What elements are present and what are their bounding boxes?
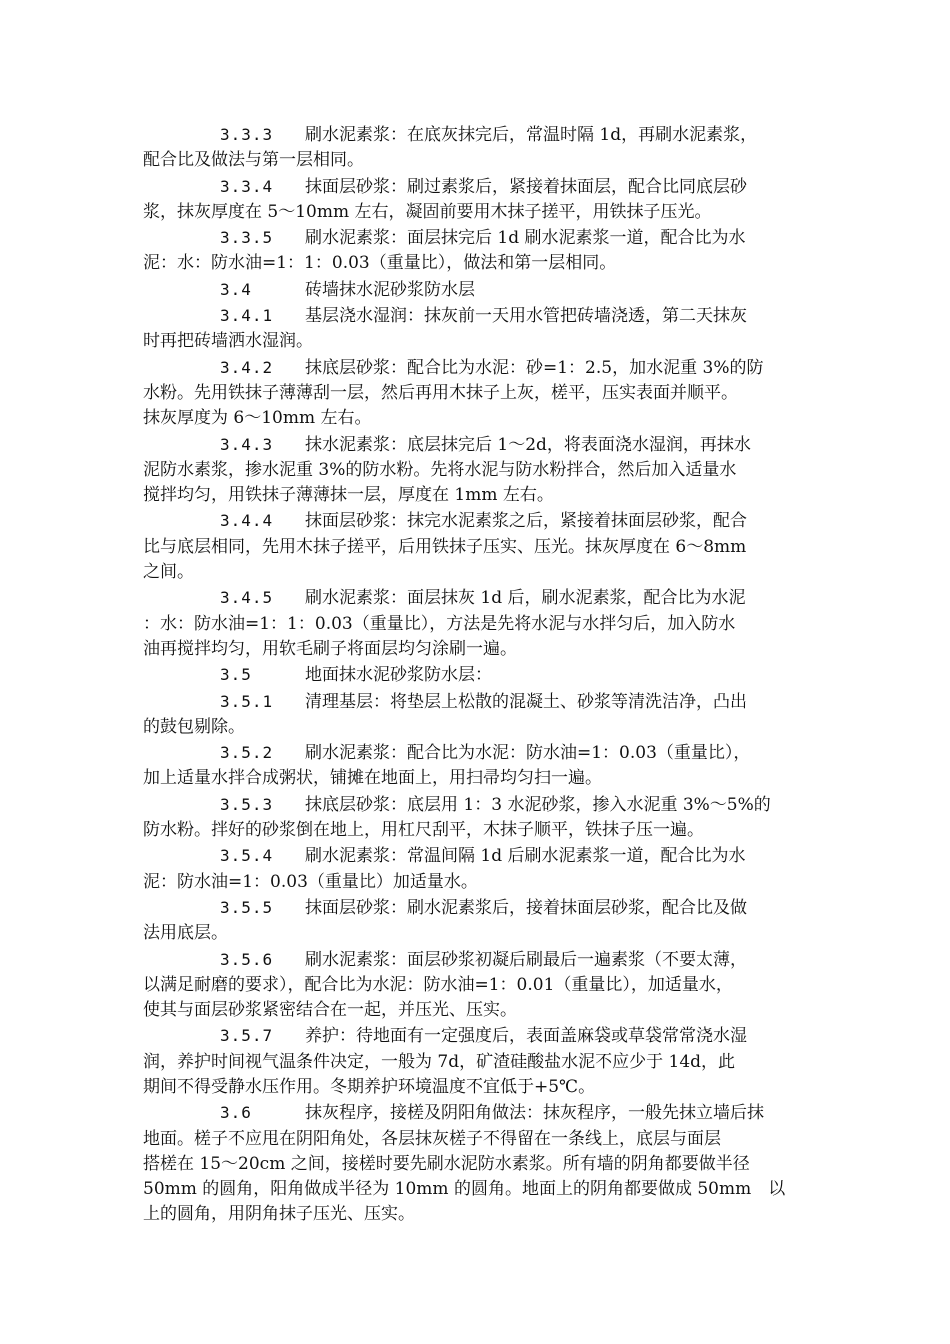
paragraph-line: 砖墙抹水泥砂浆防水层 bbox=[305, 279, 475, 300]
section-paragraph bbox=[143, 174, 807, 226]
paragraph-line: 抹面层砂浆：刷过素浆后，紧接着抹面层，配合比同底层砂 bbox=[305, 176, 747, 197]
section-number: 3.4.1 bbox=[220, 306, 274, 326]
section-number: 3.3.4 bbox=[220, 176, 274, 196]
section-paragraph bbox=[143, 792, 807, 844]
section-paragraph bbox=[143, 277, 807, 303]
paragraph-line: 地面。槎子不应甩在阴阳角处，各层抹灰槎子不得留在一条线上，底层与面层 bbox=[143, 1128, 721, 1149]
section-paragraph bbox=[143, 843, 807, 895]
section-number: 3.5.6 bbox=[220, 949, 274, 969]
paragraph-first-line bbox=[143, 895, 807, 921]
section-paragraph bbox=[143, 1100, 807, 1227]
paragraph-first-line bbox=[143, 432, 807, 458]
section-number: 3.3.5 bbox=[220, 228, 274, 248]
paragraph-line: 抹灰厚度为 6～10mm 左右。 bbox=[143, 408, 372, 429]
section-paragraph bbox=[143, 225, 807, 277]
paragraph-line: 刷水泥素浆：常温间隔 1d 后刷水泥素浆一道，配合比为水 bbox=[305, 846, 746, 867]
document-body bbox=[143, 122, 807, 1228]
section-paragraph bbox=[143, 1023, 807, 1100]
paragraph-first-line bbox=[143, 225, 807, 251]
paragraph-first-line bbox=[143, 174, 807, 200]
paragraph-line: 刷水泥素浆：配合比为水泥：防水油=1：0.03（重量比）， bbox=[305, 743, 751, 764]
paragraph-line: 配合比及做法与第一层相同。 bbox=[143, 150, 364, 171]
paragraph-line: 法用底层。 bbox=[143, 923, 228, 944]
paragraph-line: 浆，抹灰厚度在 5～10mm 左右，凝固前要用木抹子搓平，用铁抹子压光。 bbox=[143, 201, 712, 222]
paragraph-line: 泥防水素浆，掺水泥重 3%的防水粉。先将水泥与防水粉拌合，然后加入适量水 bbox=[143, 459, 737, 480]
section-paragraph bbox=[143, 947, 807, 1024]
section-number: 3.4.2 bbox=[220, 357, 274, 377]
section-number: 3.5.4 bbox=[220, 846, 274, 866]
paragraph-first-line bbox=[143, 740, 807, 766]
section-number: 3.4.3 bbox=[220, 434, 274, 454]
paragraph-first-line bbox=[143, 585, 807, 611]
paragraph-line: 抹水泥素浆：底层抹完后 1～2d，将表面浇水湿润，再抹水 bbox=[305, 434, 751, 455]
section-paragraph bbox=[143, 355, 807, 432]
paragraph-line: 防水粉。拌好的砂浆倒在地上，用杠尺刮平，木抹子顺平，铁抹子压一遍。 bbox=[143, 820, 704, 841]
paragraph-first-line bbox=[143, 277, 807, 303]
paragraph-first-line bbox=[143, 662, 807, 688]
paragraph-line: 搭槎在 15～20cm 之间，接槎时要先刷水泥防水素浆。所有墙的阴角都要做半径 bbox=[143, 1153, 750, 1174]
paragraph-first-line bbox=[143, 1023, 807, 1049]
paragraph-first-line bbox=[143, 303, 807, 329]
paragraph-line: 润，养护时间视气温条件决定，一般为 7d，矿渣硅酸盐水泥不应少于 14d，此 bbox=[143, 1051, 736, 1072]
paragraph-line: 刷水泥素浆：面层抹完后 1d 刷水泥素浆一道，配合比为水 bbox=[305, 228, 746, 249]
paragraph-line: 刷水泥素浆：面层抹灰 1d 后，刷水泥素浆，配合比为水泥 bbox=[305, 588, 746, 609]
paragraph-first-line bbox=[143, 843, 807, 869]
section-paragraph bbox=[143, 303, 807, 355]
section-paragraph bbox=[143, 508, 807, 585]
paragraph-line: 加上适量水拌合成粥状，铺摊在地面上，用扫帚均匀扫一遍。 bbox=[143, 768, 602, 789]
section-paragraph bbox=[143, 432, 807, 509]
paragraph-line: 抹底层砂浆：底层用 1：3 水泥砂浆，掺入水泥重 3%～5%的 bbox=[305, 794, 771, 815]
section-number: 3.4.5 bbox=[220, 588, 274, 608]
paragraph-line: 养护：待地面有一定强度后，表面盖麻袋或草袋常常浇水湿 bbox=[305, 1026, 747, 1047]
paragraph-first-line bbox=[143, 947, 807, 973]
paragraph-line: 上的圆角，用阴角抹子压光、压实。 bbox=[143, 1204, 415, 1225]
section-number: 3.6 bbox=[220, 1103, 252, 1123]
paragraph-line: 时再把砖墙洒水湿润。 bbox=[143, 331, 313, 352]
paragraph-line: 抹底层砂浆：配合比为水泥：砂=1：2.5，加水泥重 3%的防 bbox=[305, 357, 764, 378]
paragraph-first-line bbox=[143, 792, 807, 818]
section-paragraph bbox=[143, 122, 807, 174]
paragraph-line: 泥：水：防水油=1：1：0.03（重量比），做法和第一层相同。 bbox=[143, 253, 617, 274]
section-number: 3.4.4 bbox=[220, 511, 274, 531]
paragraph-line: 使其与面层砂浆紧密结合在一起，并压光、压实。 bbox=[143, 1000, 517, 1021]
section-number: 3.5.5 bbox=[220, 897, 274, 917]
paragraph-first-line bbox=[143, 122, 807, 148]
paragraph-line: 之间。 bbox=[143, 562, 194, 583]
section-number: 3.5.2 bbox=[220, 743, 274, 763]
section-number: 3.5.1 bbox=[220, 691, 274, 711]
paragraph-first-line bbox=[143, 355, 807, 381]
paragraph-line: 抹面层砂浆：刷水泥素浆后，接着抹面层砂浆，配合比及做 bbox=[305, 897, 747, 918]
paragraph-line: ：水：防水油=1：1：0.03（重量比），方法是先将水泥与水拌匀后，加入防水 bbox=[143, 613, 736, 634]
paragraph-line: 水粉。先用铁抹子薄薄刮一层，然后再用木抹子上灰，槎平，压实表面并顺平。 bbox=[143, 382, 738, 403]
section-paragraph bbox=[143, 585, 807, 662]
paragraph-first-line bbox=[143, 1100, 807, 1126]
paragraph-line: 以满足耐磨的要求），配合比为水泥：防水油=1：0.01（重量比），加适量水， bbox=[143, 974, 733, 995]
paragraph-line: 抹面层砂浆：抹完水泥素浆之后，紧接着抹面层砂浆，配合 bbox=[305, 511, 747, 532]
paragraph-line: 抹灰程序，接槎及阴阳角做法：抹灰程序，一般先抹立墙后抹 bbox=[305, 1103, 764, 1124]
section-number: 3.5.3 bbox=[220, 794, 274, 814]
section-number: 3.5.7 bbox=[220, 1026, 274, 1046]
paragraph-line: 刷水泥素浆：在底灰抹完后，常温时隔 1d，再刷水泥素浆， bbox=[305, 125, 758, 145]
paragraph-first-line bbox=[143, 689, 807, 715]
paragraph-line: 油再搅拌均匀，用软毛刷子将面层均匀涂刷一遍。 bbox=[143, 638, 517, 659]
section-number: 3.4 bbox=[220, 279, 252, 299]
section-paragraph bbox=[143, 895, 807, 947]
section-paragraph bbox=[143, 689, 807, 741]
paragraph-line: 比与底层相同，先用木抹子搓平，后用铁抹子压实、压光。抹灰厚度在 6～8mm bbox=[143, 536, 747, 557]
paragraph-line: 清理基层：将垫层上松散的混凝土、砂浆等清洗洁净，凸出 bbox=[305, 691, 747, 712]
paragraph-line: 的鼓包剔除。 bbox=[143, 716, 245, 737]
paragraph-line: 基层浇水湿润：抹灰前一天用水管把砖墙浇透，第二天抹灰 bbox=[305, 306, 747, 327]
paragraph-first-line bbox=[143, 508, 807, 534]
section-paragraph bbox=[143, 740, 807, 792]
paragraph-line: 刷水泥素浆：面层砂浆初凝后刷最后一遍素浆（不要太薄， bbox=[305, 949, 747, 970]
paragraph-line: 搅拌均匀，用铁抹子薄薄抹一层，厚度在 1mm 左右。 bbox=[143, 485, 554, 506]
section-number: 3.5 bbox=[220, 665, 252, 685]
paragraph-line: 期间不得受静水压作用。冬期养护环境温度不宜低于+5℃。 bbox=[143, 1076, 596, 1097]
paragraph-line: 地面抹水泥砂浆防水层： bbox=[305, 665, 492, 686]
section-number: 3.3.3 bbox=[220, 125, 274, 144]
paragraph-line: 50mm 的圆角，阳角做成半径为 10mm 的圆角。地面上的阴角都要做成 50mm 以 bbox=[143, 1179, 786, 1200]
paragraph-line: 泥：防水油=1：0.03（重量比）加适量水。 bbox=[143, 871, 478, 892]
section-paragraph bbox=[143, 662, 807, 688]
